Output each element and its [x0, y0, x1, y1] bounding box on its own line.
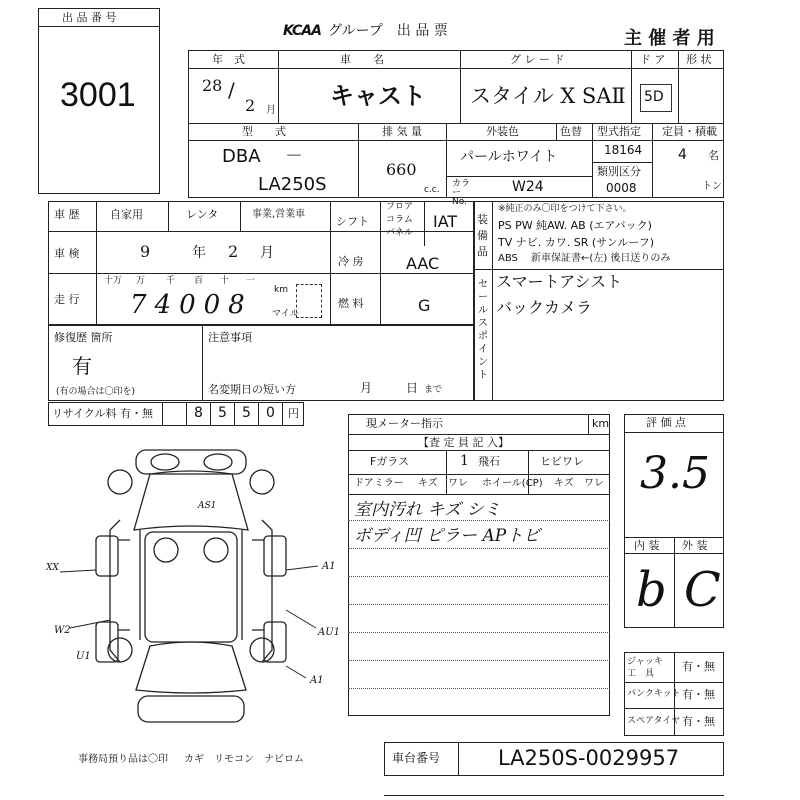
repair-note: (有の場合は〇印を) [56, 387, 136, 397]
model-value: LA250S [258, 174, 327, 195]
rename-month: 月 [360, 381, 373, 395]
digit-1k: 千 [166, 276, 176, 286]
meter-label: 現メーター指示 [366, 417, 443, 430]
digit-100: 百 [194, 276, 204, 286]
puncture-label: パンクキット [627, 689, 681, 699]
class-label: 類別区分 [597, 165, 641, 178]
meter-km: km [592, 417, 610, 430]
sales-point-label: セールスポイント [478, 279, 488, 381]
month-value: 2 [245, 96, 256, 115]
type-label: 型式指定 [597, 125, 641, 138]
recycle-digit-2: 5 [218, 405, 227, 421]
digit-100k: 十万 [104, 276, 123, 286]
class-no: 0008 [606, 181, 637, 195]
color-no-label: カラー No. [452, 179, 471, 207]
equipment-label: 装 備 品 [477, 213, 488, 258]
mirror-crack: ワレ [448, 478, 468, 489]
inspection-year: 9 [140, 242, 151, 261]
mark-left-low: U1 [76, 651, 91, 662]
shift-label: シフト [336, 215, 369, 228]
office-items: カギ リモコン ナビロム [184, 754, 304, 765]
f-glass-count: 1 [460, 453, 469, 469]
notes-label: 注意事項 [208, 331, 252, 344]
recycle-digit-1: 8 [194, 405, 203, 421]
slash: / [228, 78, 235, 102]
organizer-label: 主 催 者 用 [624, 28, 715, 49]
recycle-digit-3: 5 [242, 405, 251, 421]
capacity-label: 定員・積載 [662, 125, 717, 138]
history-label: 車 歴 [54, 208, 80, 221]
car-name-label: 車 名 [340, 53, 384, 66]
door-label: ド ア [640, 53, 666, 66]
month-unit: 月 [266, 105, 276, 116]
spare-yes-no: 有・無 [682, 715, 715, 728]
f-glass-label: Fガラス [370, 455, 409, 468]
fuel-label: 燃 料 [338, 297, 364, 310]
form-title: グループ 出 品 票 [328, 23, 448, 39]
mark-right-front: A1 [322, 561, 336, 572]
exterior-grade: C [684, 562, 721, 618]
recycle-label: リサイクル料 有・無 [52, 407, 153, 420]
car-name: キャスト [330, 81, 426, 110]
year-label: 年 式 [212, 53, 245, 66]
recycle-yen: 円 [288, 407, 299, 420]
mark-right-low: A1 [310, 675, 324, 686]
mark-left-front: XX [46, 563, 59, 573]
mile-unit: マイル [272, 309, 299, 319]
digit-10: 十 [220, 276, 230, 286]
km-unit: km [274, 285, 288, 295]
wheel-scratch: キズ [554, 478, 574, 489]
mark-right-mid: AU1 [318, 627, 341, 638]
displacement-label: 排 気 量 [382, 125, 422, 138]
jack-label: ジャッキ 工 具 [627, 657, 663, 679]
office-note: 事務局預り品は〇印 [78, 754, 168, 765]
digit-10k: 万 [136, 276, 146, 286]
shift-column: コラム [386, 215, 413, 225]
inspection-year-unit: 年 [192, 245, 206, 261]
interior-grade: b [636, 562, 667, 618]
score-value: 3.5 [640, 448, 710, 499]
ton-unit: トン [702, 181, 722, 192]
jack-yes-no: 有・無 [682, 660, 715, 673]
grade-value: スタイル X SAⅡ [470, 84, 626, 108]
inspector-header: 【査 定 員 記 入】 [418, 436, 509, 449]
shift-floor: フロア [386, 202, 414, 212]
inspection-month-unit: 月 [260, 245, 274, 261]
grade-label: グ レ ー ド [510, 53, 565, 66]
mileage-label: 走 行 [54, 293, 80, 306]
equipment-line1: PS PW 純AW. AB (エアバック) [498, 219, 652, 232]
color-no: W24 [512, 179, 544, 195]
rename-until: まで [424, 385, 443, 395]
sales-point-1: スマートアシスト [496, 272, 623, 291]
equipment-line3: ABS 新車保証書←(左) 後日送りのみ [498, 253, 671, 264]
model-dash: － [285, 146, 303, 167]
shift-panel: パネル [386, 228, 414, 238]
capacity-unit: 名 [708, 149, 719, 162]
history-business: 事業,営業車 [252, 209, 306, 220]
sales-point-2: バックカメラ [496, 298, 593, 317]
type-no: 18164 [604, 143, 643, 157]
cc-unit: c.c. [424, 185, 440, 195]
rename-label: 名変期日の短い方 [208, 383, 296, 396]
mark-left-mid: W2 [54, 625, 71, 636]
equipment-line2: TV ナビ. カワ. SR (サンルーフ) [498, 236, 655, 249]
car-diagram [0, 440, 348, 740]
repair-label: 修復歴 箇所 [54, 331, 113, 344]
stone-chip-label: 飛石 [478, 455, 500, 468]
color-change-label: 色替 [560, 125, 582, 138]
mark-roof: AS1 [198, 501, 217, 511]
lot-number-label: 出 品 番 号 [62, 11, 117, 24]
puncture-yes-no: 有・無 [682, 688, 715, 701]
interior-label: 内 装 [634, 539, 660, 552]
door-value: 5D [644, 89, 664, 105]
inspector-note-1: 室内汚れ キズ シミ [354, 500, 501, 520]
inspection-month: 2 [228, 242, 239, 261]
mirror-label: ドアミラー [354, 478, 404, 489]
shape-label: 形 状 [686, 53, 712, 66]
digit-1: 一 [246, 276, 256, 286]
crack-label: ヒビワレ [540, 455, 584, 468]
model-prefix: DBA [222, 146, 261, 167]
ac-label: 冷 房 [338, 255, 364, 268]
recycle-digit-4: 0 [266, 405, 275, 421]
capacity-value: 4 [678, 147, 687, 163]
color-label: 外装色 [486, 125, 519, 138]
ac-value: AAC [406, 254, 440, 273]
mirror-scratch: キズ [418, 478, 438, 489]
equipment-note: ※純正のみ〇印をつけて下さい。 [498, 204, 632, 214]
rename-day: 日 [406, 381, 419, 395]
wheel-label: ホイール(CP) [482, 478, 543, 489]
year-value: 28 [202, 76, 223, 95]
lot-number: 3001 [60, 76, 136, 114]
history-rental: レンタ [186, 208, 219, 221]
displacement-value: 660 [386, 160, 417, 179]
color-value: パールホワイト [460, 149, 558, 165]
mileage-value: 74008 [130, 290, 253, 320]
wheel-crack: ワレ [584, 478, 604, 489]
spare-label: スペアタイヤ [627, 716, 681, 726]
repair-value: 有 [72, 354, 92, 378]
brand-logo: KCAA [283, 23, 321, 39]
inspection-label: 車 検 [54, 247, 80, 260]
score-label: 評 価 点 [646, 416, 686, 429]
exterior-label: 外 装 [682, 539, 708, 552]
fuel-value: G [418, 296, 431, 315]
model-label: 型 式 [242, 125, 286, 138]
inspector-note-2: ボディ凹 ピラー APトビ [354, 526, 541, 546]
chassis-label: 車台番号 [392, 751, 441, 765]
history-private: 自家用 [110, 208, 143, 221]
shift-value: IAT [433, 212, 458, 231]
chassis-number: LA250S-0029957 [498, 746, 680, 770]
